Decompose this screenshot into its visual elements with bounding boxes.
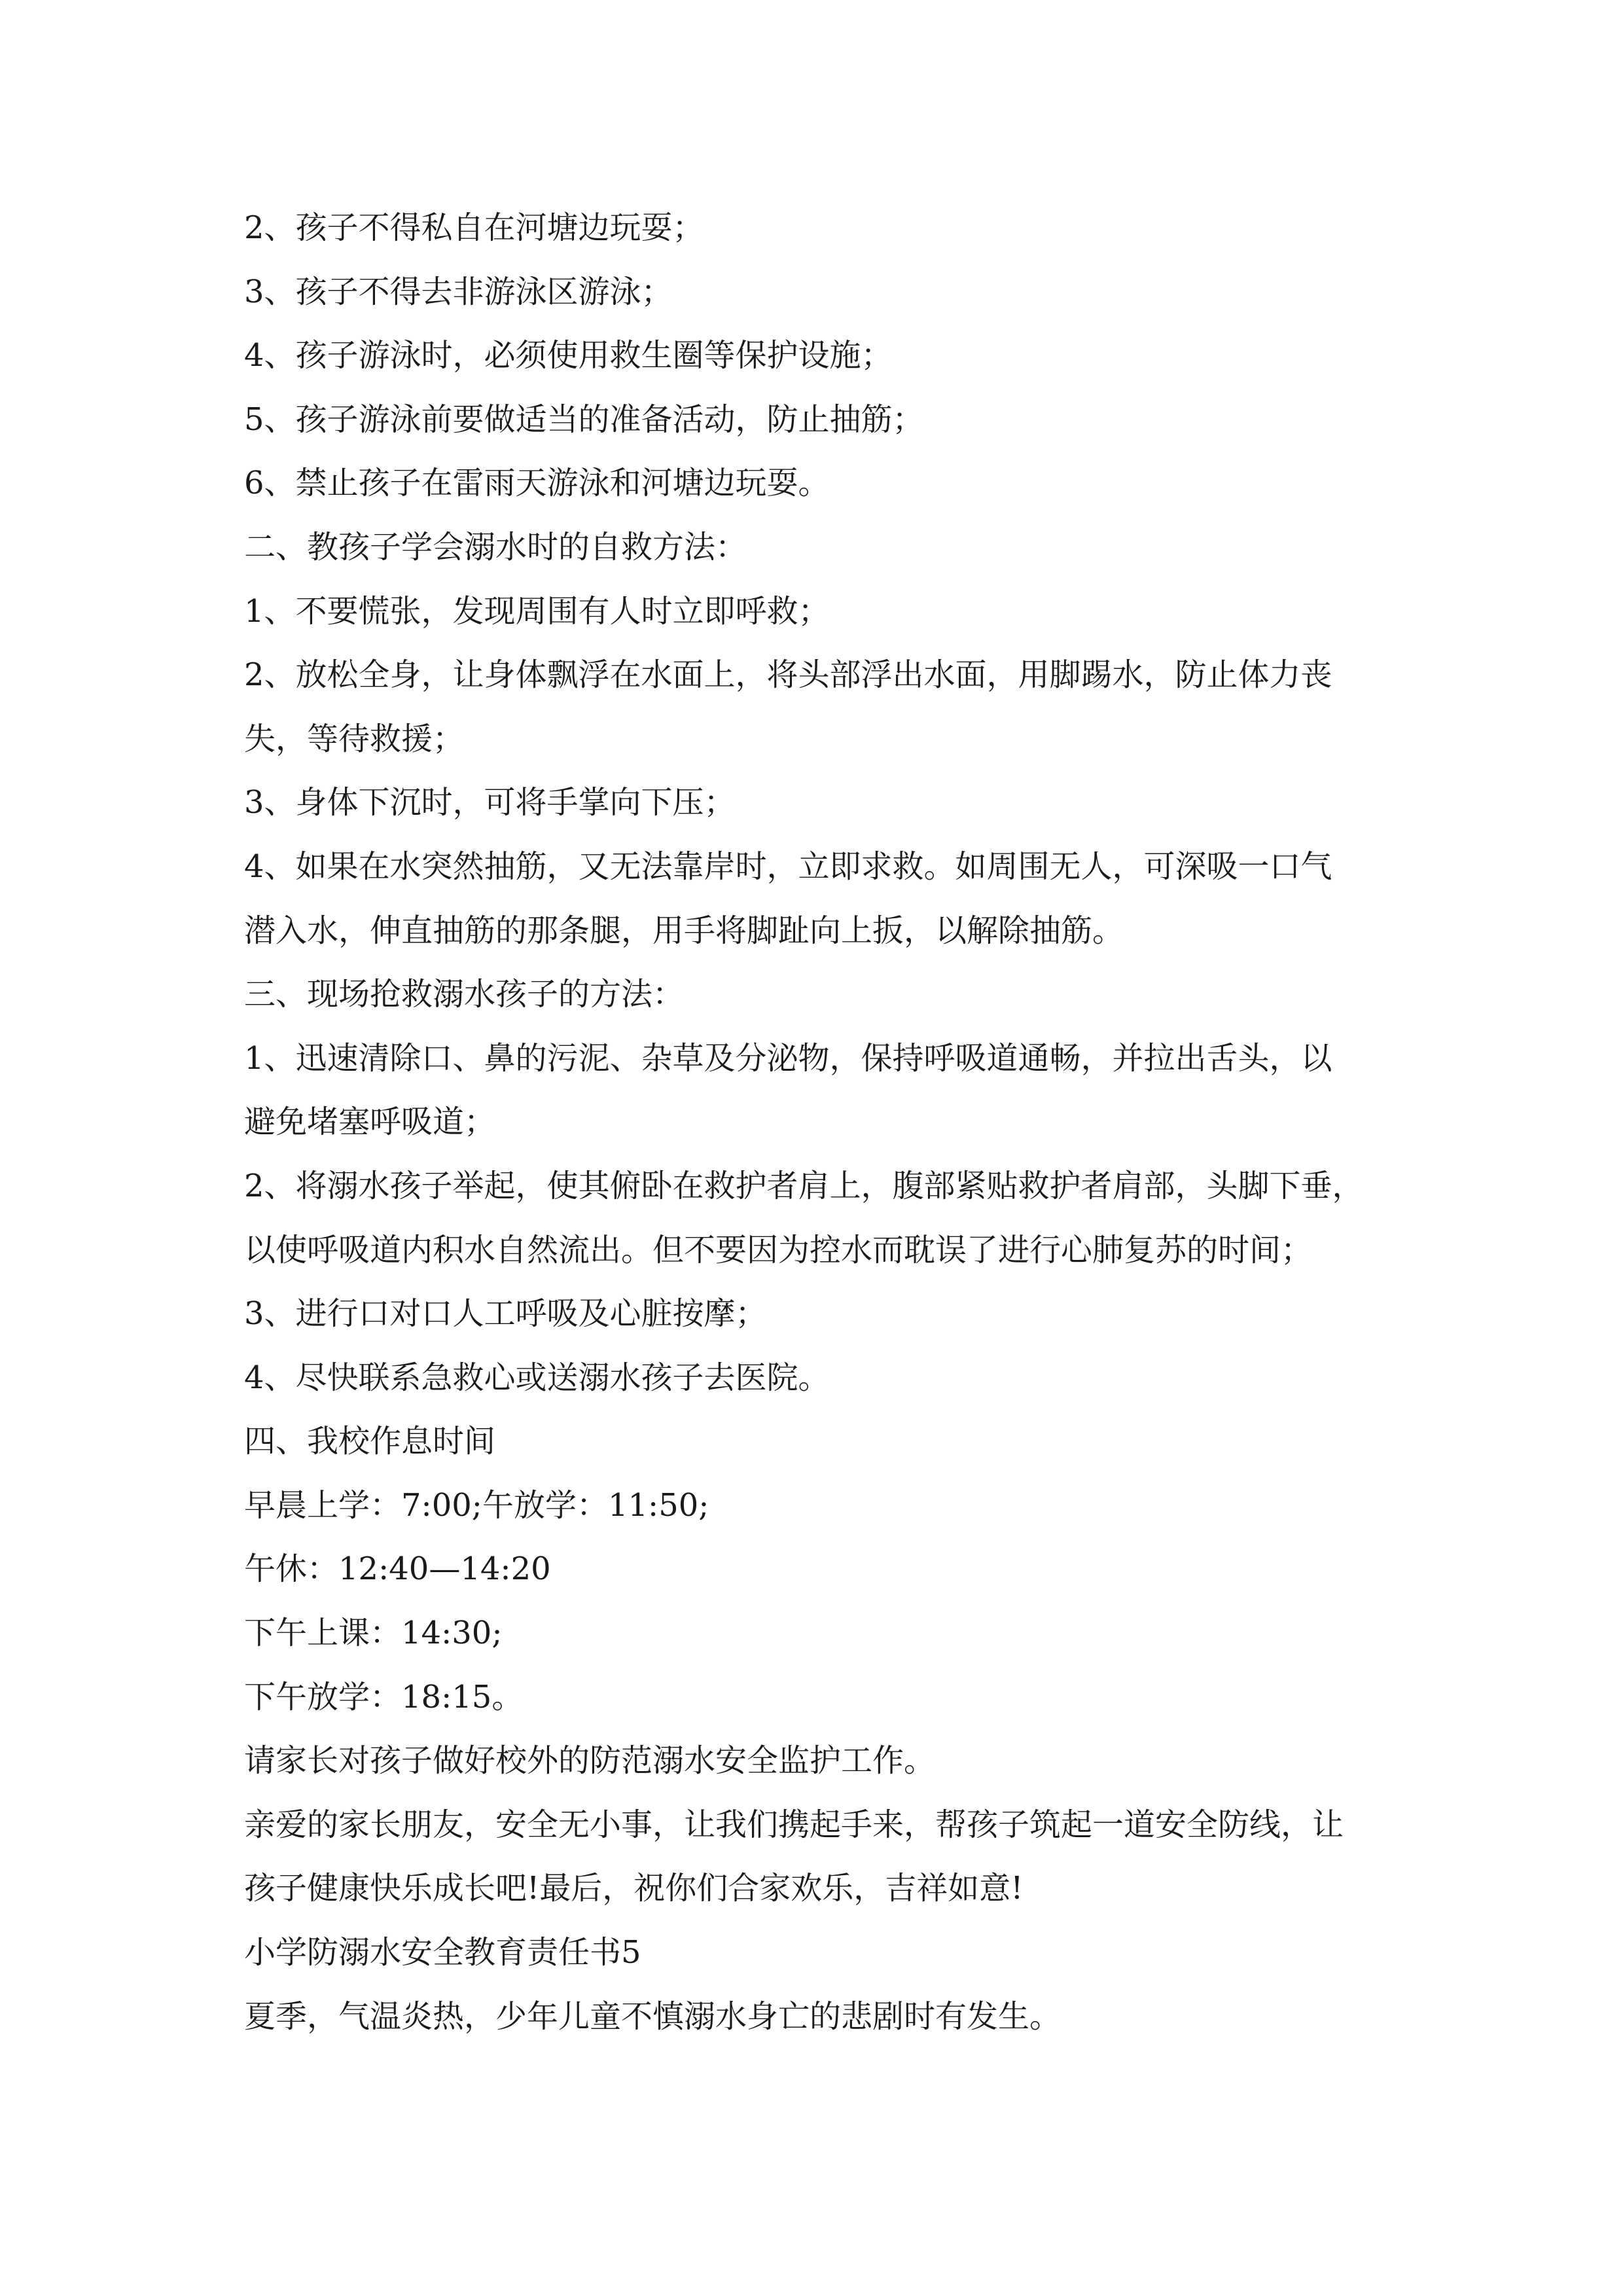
text-line-schedule-dismissal: 下午放学：18:15。	[244, 1678, 524, 1715]
section-heading-schedule: 四、我校作息时间	[244, 1423, 496, 1460]
text-line-rescue-4: 4、尽快联系急救心或送溺水孩子去医院。	[244, 1359, 830, 1396]
document-title-5: 小学防溺水安全教育责任书5	[244, 1934, 641, 1971]
text-line-rescue-3: 3、进行口对口人工呼吸及心脏按摩；	[244, 1295, 767, 1333]
text-line-schedule-morning: 早晨上学：7:00;午放学：11:50;	[244, 1486, 709, 1524]
text-line-rescue-2a: 2、将溺水孩子举起，使其俯卧在救护者肩上，腹部紧贴救护者肩部，头脚下垂，	[244, 1167, 1364, 1204]
text-line-self-rescue-2a: 2、放松全身，让身体飘浮在水面上，将头部浮出水面，用脚踢水，防止体力丧	[244, 656, 1332, 694]
text-line-self-rescue-3: 3、身体下沉时，可将手掌向下压；	[244, 784, 736, 821]
text-line-rescue-1b: 避免堵塞呼吸道；	[244, 1103, 496, 1141]
text-line-schedule-noon-rest: 午休：12:40—14:20	[244, 1551, 551, 1588]
text-line-rule-6: 6、禁止孩子在雷雨天游泳和河塘边玩耍。	[244, 465, 830, 502]
text-line-rule-2: 2、孩子不得私自在河塘边玩耍；	[244, 209, 704, 246]
text-line-summer-intro: 夏季，气温炎热，少年儿童不慎溺水身亡的悲剧时有发生。	[244, 1998, 1061, 2035]
document-body	[244, 196, 1396, 2049]
text-line-self-rescue-1: 1、不要慌张，发现周围有人时立即呼救；	[244, 592, 830, 630]
text-line-self-rescue-4a: 4、如果在水突然抽筋，又无法靠岸时，立即求救。如周围无人，可深吸一口气	[244, 848, 1332, 885]
text-line-closing-b: 孩子健康快乐成长吧!最后，祝你们合家欢乐，吉祥如意!	[244, 1870, 1024, 1907]
text-line-rule-5: 5、孩子游泳前要做适当的准备活动，防止抽筋；	[244, 401, 924, 438]
section-heading-on-site-rescue: 三、现场抢救溺水孩子的方法：	[244, 976, 685, 1013]
text-line-rule-3: 3、孩子不得去非游泳区游泳；	[244, 273, 673, 310]
section-heading-self-rescue: 二、教孩子学会溺水时的自救方法：	[244, 528, 747, 565]
text-line-parent-request: 请家长对孩子做好校外的防范溺水安全监护工作。	[244, 1742, 936, 1780]
text-line-self-rescue-4b: 潜入水，伸直抽筋的那条腿，用手将脚趾向上扳，以解除抽筋。	[244, 912, 1124, 949]
text-line-schedule-afternoon-class: 下午上课：14:30;	[244, 1615, 503, 1652]
text-line-rescue-2b: 以使呼吸道内积水自然流出。但不要因为控水而耽误了进行心肺复苏的时间；	[244, 1231, 1313, 1268]
text-line-closing-a: 亲爱的家长朋友，安全无小事，让我们携起手来，帮孩子筑起一道安全防线，让	[244, 1806, 1344, 1843]
text-line-self-rescue-2b: 失，等待救援；	[244, 720, 465, 757]
text-line-rescue-1a: 1、迅速清除口、鼻的污泥、杂草及分泌物，保持呼吸道通畅，并拉出舌头，以	[244, 1039, 1332, 1077]
text-line-rule-4: 4、孩子游泳时，必须使用救生圈等保护设施；	[244, 337, 893, 374]
